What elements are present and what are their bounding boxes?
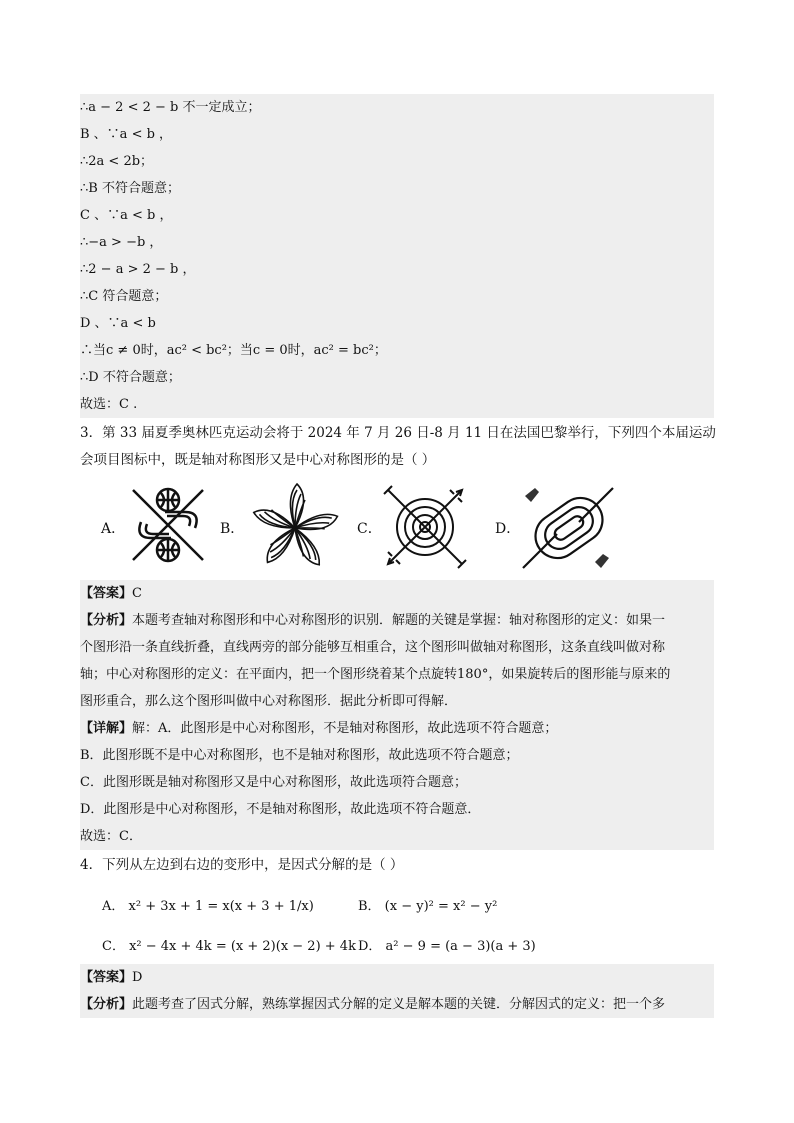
analysis-line xyxy=(80,607,714,634)
archery-target-icon xyxy=(380,482,470,572)
analysis-line xyxy=(80,991,714,1018)
solution-line: ∴B 不符合题意； xyxy=(80,175,714,202)
option-a: A． x² + 3x + 1 = x(x + 3 + 1/x) xyxy=(102,899,314,914)
analysis-tag: 【分析】 xyxy=(80,997,133,1012)
answer-line xyxy=(80,964,714,991)
pinwheel-icon xyxy=(245,478,345,578)
detail-line xyxy=(80,715,714,742)
answer-value: D xyxy=(132,970,143,985)
detail-tag: 【详解】 xyxy=(80,721,133,736)
answer-value: C xyxy=(132,586,142,601)
question-4-stem: 4．下列从左边到右边的变形中，是因式分解的是（ ） xyxy=(80,857,404,873)
solution-line: ∴2a < 2b； xyxy=(80,148,714,175)
analysis-text: 此题考查了因式分解，熟练掌握因式分解的定义是解本题的关键．分解因式的定义：把一个多 xyxy=(132,997,666,1012)
answer-tag: 【答案】 xyxy=(80,586,133,601)
detail-text: 解：A．此图形是中心对称图形，不是轴对称图形，故此选项不符合题意； xyxy=(132,721,558,736)
question-3-figures xyxy=(95,478,655,578)
question-3-stem-2: 会项目图标中，既是轴对称图形又是中心对称图形的是（ ） xyxy=(80,452,436,468)
detail-line: B．此图形既不是中心对称图形，也不是轴对称图形，故此选项不符合题意； xyxy=(80,742,714,769)
solution-line: ∴−a > −b ， xyxy=(80,229,714,256)
option-d: D． a² − 9 = (a − 3)(a + 3) xyxy=(358,939,536,954)
answer-tag: 【答案】 xyxy=(80,970,133,985)
analysis-line: 轴；中心对称图形的定义：在平面内，把一个图形绕着某个点旋转180°，如果旋转后的图形能与原来的 xyxy=(80,661,714,688)
question-3-stem-1: 3．第 33 届夏季奥林匹克运动会将于 2024 年 7 月 26 日-8 月 11 日在法国巴黎举行，下列四个本届运动 xyxy=(80,425,716,441)
solution-line: ∴D 不符合题意； xyxy=(80,364,714,391)
solution-line: ∴a − 2 < 2 − b 不一定成立； xyxy=(80,94,714,121)
option-d-label: D． xyxy=(495,521,521,537)
option-a-label: A． xyxy=(101,521,126,537)
answer-line xyxy=(80,580,714,607)
option-b: B． (x − y)² = x² − y² xyxy=(358,899,498,914)
analysis-text: 本题考查轴对称图形和中心对称图形的识别．解题的关键是掌握：轴对称图形的定义：如果一 xyxy=(132,613,666,628)
option-c-label: C． xyxy=(357,521,382,537)
basketball-icon xyxy=(123,480,213,570)
solution-line: C 、∵a < b ， xyxy=(80,202,714,229)
solution-line: ∴C 符合题意； xyxy=(80,283,714,310)
solution-line: D 、∵a < b xyxy=(80,310,714,337)
detail-line: D．此图形是中心对称图形，不是轴对称图形，故此选项不符合题意． xyxy=(80,796,714,823)
solution-line: B 、∵a < b ， xyxy=(80,121,714,148)
solution-line: ∴当c ≠ 0时，ac² < bc²；当c = 0时，ac² = bc²； xyxy=(80,337,714,364)
running-track-icon xyxy=(517,482,617,574)
analysis-line: 个图形沿一条直线折叠，直线两旁的部分能够互相重合，这个图形叫做轴对称图形，这条直线叫做对称 xyxy=(80,634,714,661)
option-b-label: B． xyxy=(220,521,245,537)
analysis-line: 图形重合，那么这个图形叫做中心对称图形．据此分析即可得解． xyxy=(80,688,714,715)
solution-line: ∴2 − a > 2 − b ， xyxy=(80,256,714,283)
detail-line: C．此图形既是轴对称图形又是中心对称图形，故此选项符合题意； xyxy=(80,769,714,796)
option-c: C． x² − 4x + 4k = (x + 2)(x − 2) + 4k xyxy=(102,939,356,954)
analysis-tag: 【分析】 xyxy=(80,613,133,628)
choose-line: 故选：C． xyxy=(80,823,714,850)
solution-line: 故选：C . xyxy=(80,391,714,418)
